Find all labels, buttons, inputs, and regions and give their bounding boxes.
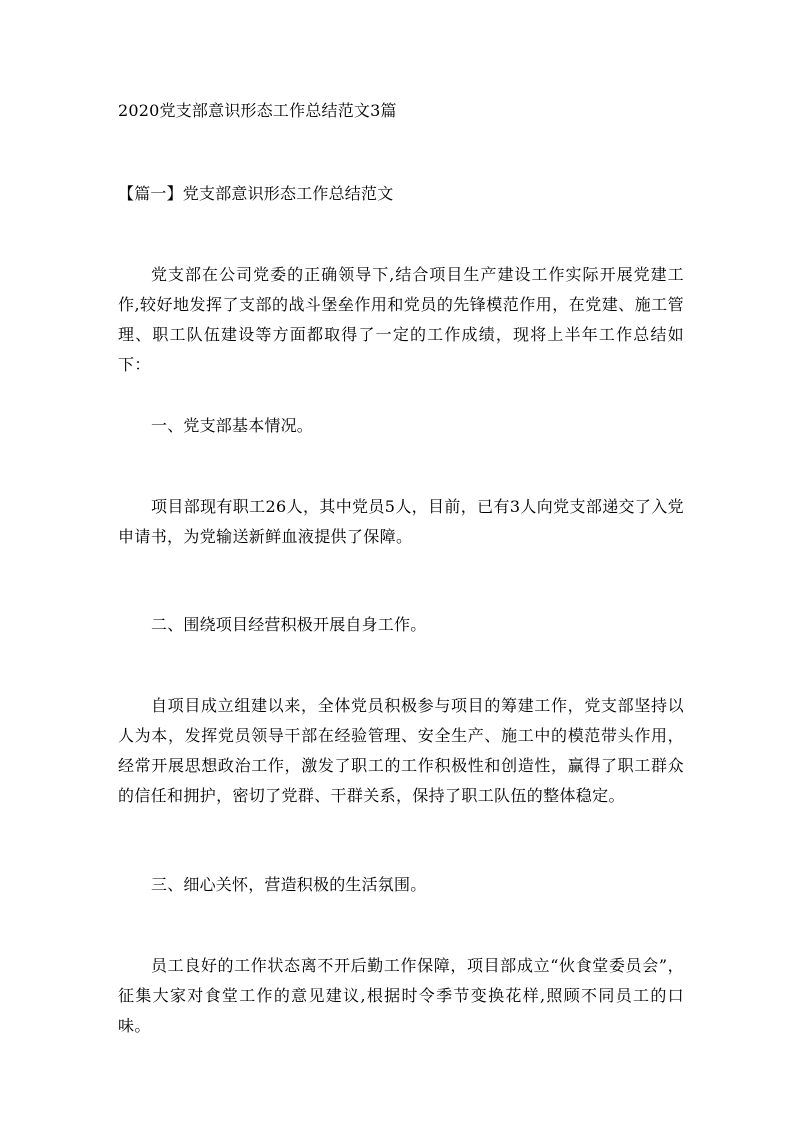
section-body-2: 自项目成立组建以来，全体党员积极参与项目的筹建工作，党支部坚持以人为本，发挥党员领导干部在经验管理、安全生产、施工中的模范带头作用，经常开展思想政治工作，激发了职工的工作积极性和创造性，赢得了职工群众的信任和拥护，密切了党群、干群关系，保持了职工队伍的整体稳定。: [118, 696, 684, 805]
intro-paragraph: 党支部在公司党委的正确领导下,结合项目生产建设工作实际开展党建工作,较好地发挥了支部的战斗堡垒作用和党员的先锋模范作用，在党建、施工管理、职工队伍建设等方面都取得了一定的工作成绩，现将上半年工作总结如下：: [118, 265, 684, 374]
document-title: 2020党支部意识形态工作总结范文3篇: [118, 101, 397, 120]
section-body-3: 员工良好的工作状态离不开后勤工作保障，项目部成立“伙食堂委员会”，征集大家对食堂工作的意见建议,根据时令季节变换花样,照顾不同员工的口味。: [118, 956, 684, 1035]
section-heading-3: 三、细心关怀，营造积极的生活氛围。: [151, 875, 427, 894]
section-heading-1: 一、党支部基本情况。: [151, 416, 314, 435]
section-heading-2: 二、围绕项目经营积极开展自身工作。: [151, 615, 427, 634]
section-subtitle: 【篇一】党支部意识形态工作总结范文: [118, 184, 394, 203]
section-body-1: 项目部现有职工26人，其中党员5人，目前，已有3人向党支部递交了入党申请书，为党输送新鲜血液提供了保障。: [118, 497, 684, 546]
